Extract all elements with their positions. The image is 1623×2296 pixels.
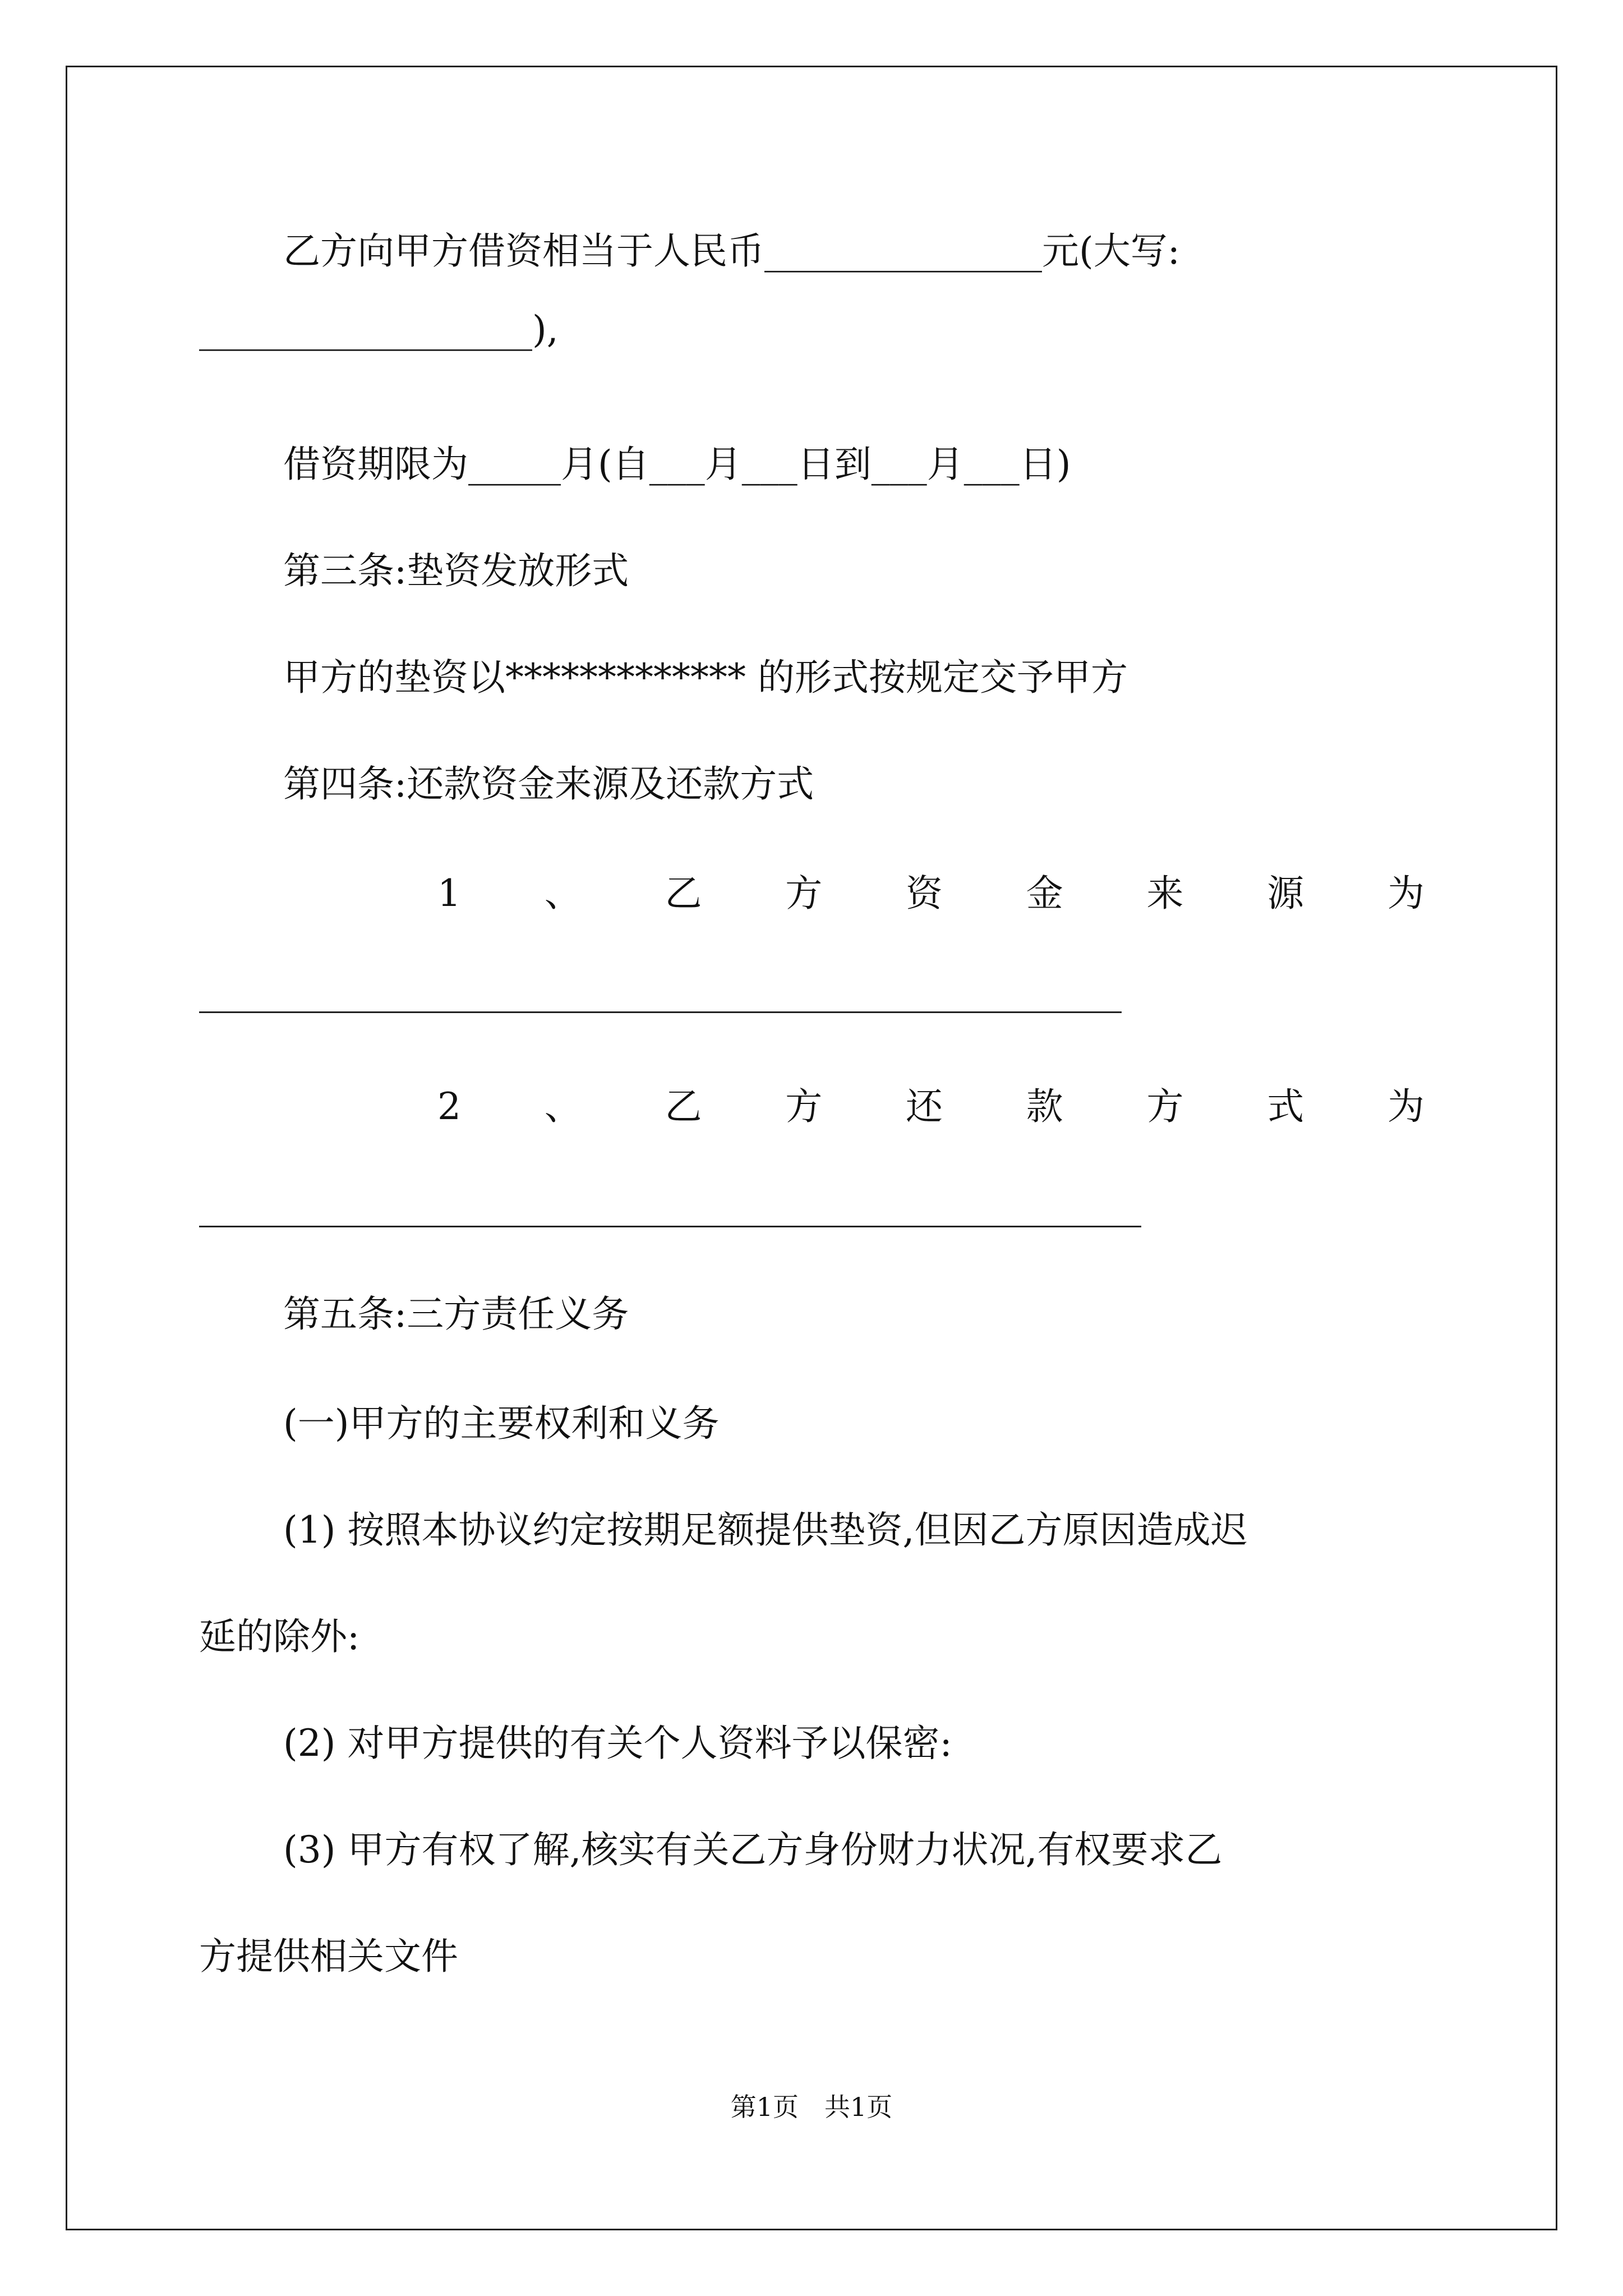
char: 方 [785,1085,823,1128]
char: 源 [1267,872,1304,915]
loan-term-line: 借资期限为_____月(自___月___日到___月___日) [283,443,1071,486]
loan-amount-line: 乙方向甲方借资相当于人民币_______________元(大写: [283,229,1180,273]
char: 方 [785,872,823,915]
char: 还 [906,1085,943,1128]
char: 款 [1026,1085,1063,1128]
char: 金 [1026,872,1063,915]
page-border [66,66,1557,2230]
funding-source-blank [199,1011,1122,1013]
clause-2: (2) 对甲方提供的有关个人资料予以保密: [283,1722,952,1765]
char: 为 [1387,872,1424,915]
page-footer: 第1页 共1页 [730,2092,893,2122]
enumeration-comma: 、 [544,1085,582,1128]
char: 资 [906,872,943,915]
clause-1-line2: 延的除外: [199,1615,360,1658]
loan-amount-uppercase-line: __________________), [199,308,559,351]
disbursement-form-line: 甲方的垫资以************* 的形式按规定交予甲方 [283,656,1128,699]
item-number: 2 [437,1085,461,1128]
char: 方 [1146,1085,1184,1128]
char: 乙 [665,1085,702,1128]
clause-3-line2: 方提供相关文件 [199,1935,458,1978]
char: 式 [1267,1085,1304,1128]
funding-source-label [437,872,1424,915]
char: 为 [1387,1085,1424,1128]
article-five-heading: 第五条:三方责任义务 [283,1292,629,1336]
article-four-heading: 第四条:还款资金来源及还款方式 [283,762,814,806]
article-three-heading: 第三条:垫资发放形式 [283,549,629,592]
clause-1-line1: (1) 按照本协议约定按期足额提供垫资,但因乙方原因造成迟 [283,1508,1248,1552]
clause-3-line1: (3) 甲方有权了解,核实有关乙方身份财力状况,有权要求乙 [283,1828,1223,1871]
enumeration-comma: 、 [544,872,582,915]
repayment-method-label [437,1085,1424,1128]
char: 来 [1146,872,1184,915]
party-a-rights-heading: (一)甲方的主要权利和义务 [283,1402,720,1445]
char: 乙 [665,872,702,915]
repayment-method-blank [199,1226,1141,1227]
item-number: 1 [437,872,461,915]
